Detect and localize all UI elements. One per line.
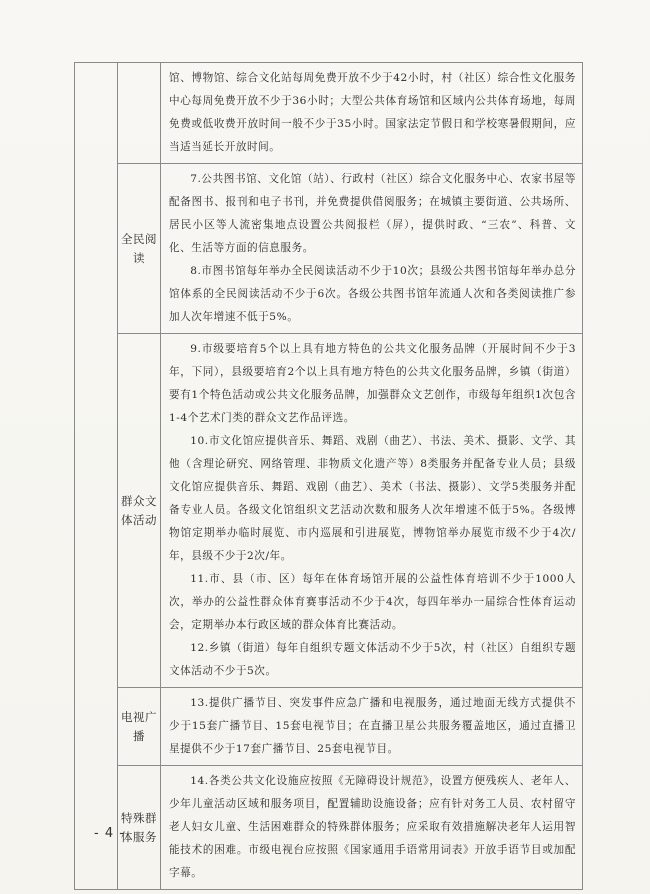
paragraph: 7.公共图书馆、文化馆（站）、行政村（社区）综合文化服务中心、农家书屋等配备图书、报刊和电子书刊，并免费提供借阅服务；在城镇主要街道、公共场所、居民小区等人流密集地点设置公共阅报栏（屏），提供时政、“三农”、科普、文化、生活等方面的信息服务。 [169,173,576,254]
paragraph: 8.市图书馆每年举办全民阅读活动不少于10次；县级公共图书馆每年举办总分馆体系的全民阅读活动不少于6次。各级公共图书馆年流通人次和各类阅读推广参加人次年增速不低于5%。 [169,265,576,323]
page-number: - 4 - [94,826,125,841]
content-cell [161,63,583,164]
table-row [75,63,583,164]
paragraph: 13.提供广播节目、突发事件应急广播和电视服务，通过地面无线方式提供不少于15套广播节目、15套电视节目；在直播卫星公共服务覆盖地区，通过直播卫星提供不少于17套广播节目、25套电视节目。 [169,697,576,755]
category-label: 特殊群体服务 [121,810,157,844]
table-row [75,164,583,334]
table-row [75,334,583,688]
content-cell [161,688,583,766]
paragraph: 馆、博物馆、综合文化站每周免费开放不少于42小时，村（社区）综合性文化服务中心每周免费开放不少于36小时；大型公共体育场馆和区域内公共体育场地，每周免费或低收费开放时间一般不少于35小时。国家法定节假日和学校寒暑假期间，应当适当延长开放时间。 [169,72,576,153]
paragraph: 9.市级要培育5个以上具有地方特色的公共文化服务品牌（开展时间不少于3年，下同），县级要培育2个以上具有地方特色的公共文化服务品牌，乡镇（街道）要有1个特色活动或公共文化服务品牌，加强群众文艺创作，市级每年组织1次包含1-4个艺术门类的群众文艺作品评选。 [169,343,576,424]
content-cell [161,766,583,890]
paragraph: 12.乡镇（街道）每年自组织专题文体活动不少于5次，村（社区）自组织专题文体活动不少于5次。 [169,642,576,677]
paragraph: 11.市、县（市、区）每年在体育场馆开展的公益性体育培训不少于1000人次，举办的公益性群众体育赛事活动不少于4次，每四年举办一届综合性体育运动会，定期举办本行政区域的群众体育比赛活动。 [169,573,576,631]
category-cell [118,688,161,766]
paragraph: 14.各类公共文化设施应按照《无障碍设计规范》，设置方便残疾人、老年人、少年儿童活动区域和服务项目，配置辅助设施设备；应有针对务工人员、农村留守老人妇女儿童、生活困难群众的特殊群体服务；应采取有效措施解决老年人运用智能技术的困难。市级电视台应按照《国家通用手语常用词表》开放手语节目或加配字幕。 [169,775,576,879]
category-label: 电视广播 [121,709,157,743]
category-cell [118,164,161,334]
blank-cell [75,63,118,890]
paragraph: 10.市文化馆应提供音乐、舞蹈、戏剧（曲艺）、书法、美术、摄影、文学、其他（含理论研究、网络管理、非物质文化遗产等）8类服务并配备专业人员；县级文化馆应提供音乐、舞蹈、戏剧（曲艺）、美术（书法、摄影）、文学5类服务并配备专业人员。各级文化馆组织文艺活动次数和服务人次年增速不低于5%。各级博物馆定期举办临时展览、市内巡展和引进展览，博物馆举办展览市级不少于4次/年，县级不少于2次/年。 [169,435,576,562]
content-cell [161,164,583,334]
category-cell [118,334,161,688]
table-row [75,688,583,766]
category-cell [118,63,161,164]
category-label: 全民阅读 [121,231,157,265]
category-label: 群众文体活动 [121,493,157,527]
table-row [75,766,583,890]
service-standards-table [74,62,583,890]
content-cell [161,334,583,688]
